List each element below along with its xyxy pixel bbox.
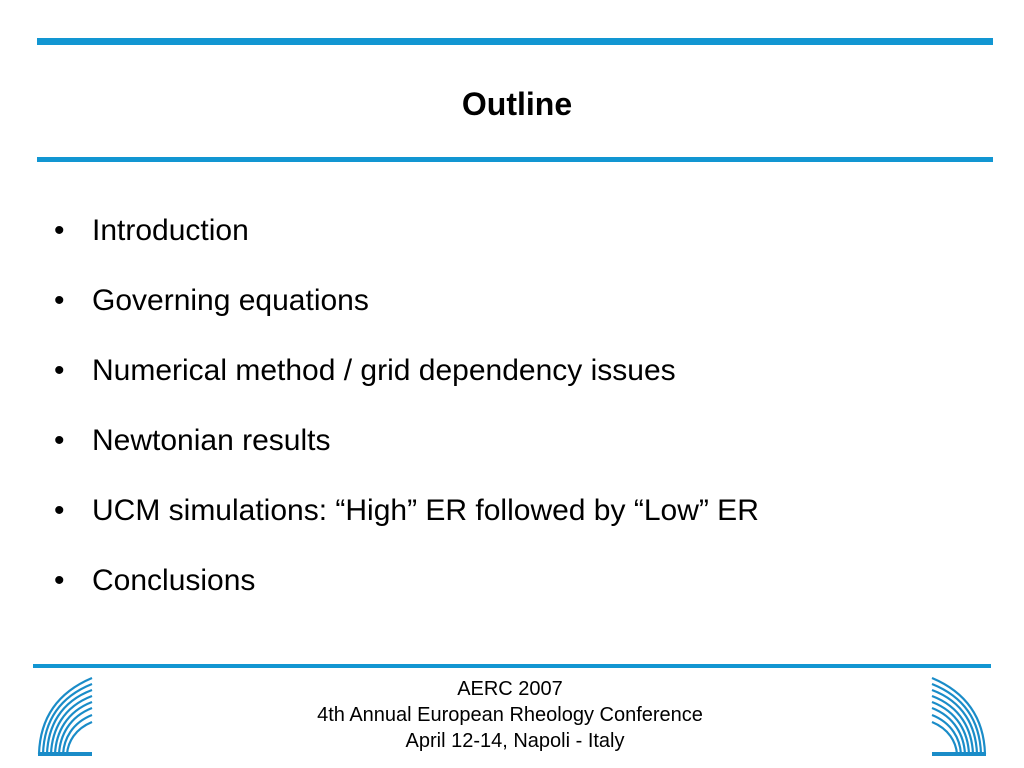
bullet-text: Newtonian results	[92, 424, 331, 457]
top-divider	[37, 38, 993, 45]
bullet-marker: •	[54, 214, 65, 247]
footer-line-conference: 4th Annual European Rheology Conference	[317, 704, 703, 726]
bullet-marker: •	[54, 284, 65, 317]
footer-line-date-place: April 12-14, Napoli - Italy	[395, 730, 625, 752]
bullet-item	[54, 266, 759, 336]
slide-title: Outline	[461, 86, 573, 122]
bullet-text: Conclusions	[92, 564, 256, 597]
bullet-item	[54, 476, 759, 546]
bullet-text: Governing equations	[92, 284, 369, 317]
bullet-item	[54, 336, 759, 406]
bullet-text: Numerical method / grid dependency issues	[92, 354, 676, 387]
footer-divider	[33, 664, 991, 668]
footer-line-event: AERC 2007	[457, 678, 563, 700]
bullet-marker: •	[54, 424, 65, 457]
bullet-marker: •	[54, 354, 65, 387]
title-divider	[37, 157, 993, 162]
wave-logo-icon	[36, 672, 94, 758]
bullet-text: UCM simulations: “High” ER followed by “Low” ER	[92, 494, 759, 527]
bullet-list	[54, 196, 759, 616]
bullet-item	[54, 406, 759, 476]
bullet-item	[54, 546, 759, 616]
wave-logo-icon	[930, 672, 988, 758]
footer-text	[190, 676, 830, 754]
bullet-item	[54, 196, 759, 266]
bullet-text: Introduction	[92, 214, 249, 247]
bullet-marker: •	[54, 494, 65, 527]
bullet-marker: •	[54, 564, 65, 597]
